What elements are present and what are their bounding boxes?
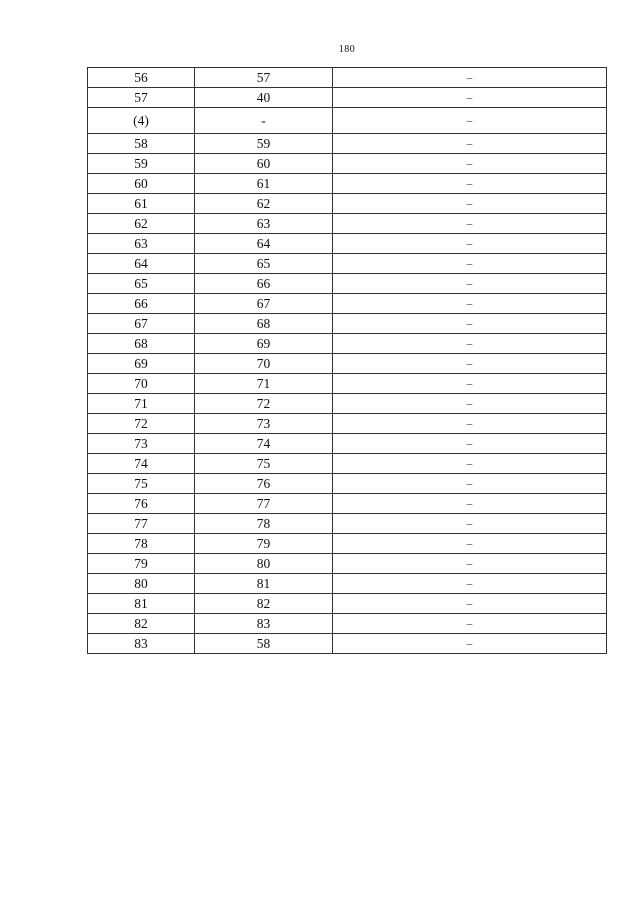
col-3-cell	[333, 374, 607, 394]
col-2-cell	[195, 214, 333, 234]
col-2-cell	[195, 154, 333, 174]
col-3-cell	[333, 454, 607, 474]
cell-text: –	[466, 358, 473, 370]
cell-text: –	[466, 115, 473, 127]
col-2-cell	[195, 414, 333, 434]
cell-text: 80	[134, 576, 148, 591]
col-3-cell	[333, 274, 607, 294]
table-row	[88, 154, 607, 174]
col-3-cell	[333, 394, 607, 414]
col-3-cell	[333, 134, 607, 154]
col-2-cell	[195, 88, 333, 108]
col-2-cell	[195, 634, 333, 654]
col-3-cell	[333, 514, 607, 534]
col-3-cell	[333, 594, 607, 614]
col-3-cell	[333, 434, 607, 454]
cell-text: 63	[134, 236, 148, 251]
page-number: 180	[338, 44, 356, 55]
table-row	[88, 634, 607, 654]
table-row	[88, 454, 607, 474]
cell-text: 68	[134, 336, 148, 351]
cell-text: 71	[134, 396, 148, 411]
cell-text: –	[466, 138, 473, 150]
cell-text: –	[466, 538, 473, 550]
cell-text: 64	[134, 256, 148, 271]
table-row	[88, 294, 607, 314]
col-2-cell	[195, 574, 333, 594]
col-2-cell	[195, 454, 333, 474]
table-row	[88, 214, 607, 234]
cell-text: 73	[256, 416, 271, 431]
cell-text: 63	[256, 216, 271, 231]
col-3-cell	[333, 574, 607, 594]
col-1-cell	[88, 454, 195, 474]
col-1-cell	[88, 174, 195, 194]
col-3-cell	[333, 174, 607, 194]
cell-text: (4)	[133, 112, 149, 128]
col-1-cell	[88, 514, 195, 534]
col-1-cell	[88, 434, 195, 454]
col-2-cell	[195, 354, 333, 374]
cell-text: 77	[256, 496, 271, 511]
table-row	[88, 414, 607, 434]
cell-text: –	[466, 318, 473, 330]
cell-text: 59	[256, 136, 271, 151]
col-1-cell	[88, 494, 195, 514]
col-1-cell	[88, 254, 195, 274]
cell-text: –	[466, 158, 473, 170]
col-3-cell	[333, 354, 607, 374]
cell-text: –	[466, 598, 473, 610]
col-2-cell	[195, 534, 333, 554]
col-1-cell	[88, 214, 195, 234]
col-1-cell	[88, 108, 195, 134]
table-row	[88, 614, 607, 634]
table-row	[88, 374, 607, 394]
cell-text: 57	[134, 90, 148, 105]
cell-text: 66	[134, 296, 148, 311]
cell-text: 69	[256, 336, 271, 351]
col-2-cell	[195, 234, 333, 254]
col-3-cell	[333, 108, 607, 134]
cell-text: 65	[134, 276, 148, 291]
cell-text: 64	[256, 236, 271, 251]
table-row	[88, 574, 607, 594]
col-1-cell	[88, 88, 195, 108]
col-1-cell	[88, 134, 195, 154]
col-2-cell	[195, 194, 333, 214]
col-1-cell	[88, 634, 195, 654]
cell-text: 74	[256, 436, 271, 451]
cell-text: –	[466, 298, 473, 310]
table-row	[88, 514, 607, 534]
cell-text: –	[466, 438, 473, 450]
col-1-cell	[88, 154, 195, 174]
cell-text: 60	[256, 156, 271, 171]
col-2-cell	[195, 254, 333, 274]
cell-text: 71	[256, 376, 271, 391]
col-3-cell	[333, 334, 607, 354]
cell-text: 70	[256, 356, 271, 371]
cell-text: 67	[134, 316, 148, 331]
cell-text: 72	[256, 396, 271, 411]
cell-text: –	[466, 72, 473, 84]
table-row	[88, 354, 607, 374]
table-row	[88, 594, 607, 614]
cell-text: –	[466, 178, 473, 190]
col-2-cell	[195, 514, 333, 534]
col-3-cell	[333, 214, 607, 234]
table-row	[88, 274, 607, 294]
col-2-cell	[195, 274, 333, 294]
col-1-cell	[88, 314, 195, 334]
table-row	[88, 494, 607, 514]
cell-text: 83	[134, 636, 148, 651]
table-row	[88, 314, 607, 334]
cell-text: 81	[256, 576, 271, 591]
col-3-cell	[333, 614, 607, 634]
col-2-cell	[195, 68, 333, 88]
col-2-cell	[195, 294, 333, 314]
cell-text: 77	[134, 516, 148, 531]
cell-text: –	[466, 338, 473, 350]
cell-text: 40	[256, 90, 271, 105]
col-2-cell	[195, 594, 333, 614]
table-row	[88, 434, 607, 454]
col-1-cell	[88, 554, 195, 574]
col-2-cell	[195, 174, 333, 194]
cell-text: 67	[256, 296, 271, 311]
cell-text: –	[466, 498, 473, 510]
cell-text: 69	[134, 356, 148, 371]
cell-text: –	[466, 578, 473, 590]
col-1-cell	[88, 614, 195, 634]
table-row	[88, 554, 607, 574]
col-2-cell	[195, 554, 333, 574]
cell-text: 61	[134, 196, 148, 211]
cell-text: 58	[134, 136, 148, 151]
col-1-cell	[88, 234, 195, 254]
cell-text: –	[466, 398, 473, 410]
col-1-cell	[88, 394, 195, 414]
col-3-cell	[333, 494, 607, 514]
cell-text: 72	[134, 416, 148, 431]
cell-text: 56	[134, 70, 148, 85]
col-3-cell	[333, 414, 607, 434]
table-row	[88, 394, 607, 414]
col-1-cell	[88, 414, 195, 434]
col-2-cell	[195, 494, 333, 514]
col-3-cell	[333, 194, 607, 214]
col-2-cell	[195, 474, 333, 494]
cell-text: –	[466, 518, 473, 530]
col-2-cell	[195, 434, 333, 454]
data-table	[87, 67, 607, 654]
table-row	[88, 68, 607, 88]
col-1-cell	[88, 68, 195, 88]
col-3-cell	[333, 88, 607, 108]
cell-text: –	[466, 218, 473, 230]
cell-text: 62	[134, 216, 148, 231]
cell-text: 75	[134, 476, 148, 491]
col-1-cell	[88, 594, 195, 614]
cell-text: 70	[134, 376, 148, 391]
col-3-cell	[333, 154, 607, 174]
cell-text: –	[466, 618, 473, 630]
cell-text: 62	[256, 196, 271, 211]
table-row	[88, 108, 607, 134]
col-1-cell	[88, 194, 195, 214]
col-3-cell	[333, 254, 607, 274]
cell-text: -	[261, 112, 266, 128]
cell-text: –	[466, 558, 473, 570]
col-3-cell	[333, 474, 607, 494]
cell-text: 68	[256, 316, 271, 331]
col-2-cell	[195, 334, 333, 354]
cell-text: –	[466, 278, 473, 290]
cell-text: –	[466, 238, 473, 250]
table-row	[88, 234, 607, 254]
col-1-cell	[88, 334, 195, 354]
col-2-cell	[195, 614, 333, 634]
col-2-cell	[195, 394, 333, 414]
cell-text: –	[466, 418, 473, 430]
col-1-cell	[88, 294, 195, 314]
cell-text: 83	[256, 616, 271, 631]
col-1-cell	[88, 474, 195, 494]
cell-text: 74	[134, 456, 148, 471]
cell-text: 81	[134, 596, 148, 611]
cell-text: –	[466, 378, 473, 390]
cell-text: –	[466, 478, 473, 490]
col-3-cell	[333, 294, 607, 314]
col-1-cell	[88, 534, 195, 554]
cell-text: 61	[256, 176, 271, 191]
cell-text: –	[466, 258, 473, 270]
cell-text: 76	[256, 476, 271, 491]
cell-text: 76	[134, 496, 148, 511]
cell-text: –	[466, 458, 473, 470]
cell-text: 75	[256, 456, 271, 471]
col-1-cell	[88, 374, 195, 394]
table-row	[88, 254, 607, 274]
table-row	[88, 88, 607, 108]
col-3-cell	[333, 634, 607, 654]
cell-text: 82	[134, 616, 148, 631]
col-3-cell	[333, 314, 607, 334]
table-row	[88, 474, 607, 494]
table-row	[88, 534, 607, 554]
col-2-cell	[195, 374, 333, 394]
cell-text: 65	[256, 256, 271, 271]
col-2-cell	[195, 314, 333, 334]
cell-text: –	[466, 198, 473, 210]
table-row	[88, 134, 607, 154]
table-row	[88, 334, 607, 354]
table-row	[88, 174, 607, 194]
cell-text: 57	[256, 70, 271, 85]
cell-text: 78	[134, 536, 148, 551]
col-1-cell	[88, 274, 195, 294]
col-3-cell	[333, 534, 607, 554]
cell-text: 73	[134, 436, 148, 451]
col-3-cell	[333, 68, 607, 88]
col-3-cell	[333, 234, 607, 254]
cell-text: 79	[256, 536, 271, 551]
cell-text: 66	[256, 276, 271, 291]
cell-text: 58	[256, 636, 271, 651]
col-2-cell	[195, 108, 333, 134]
cell-text: 79	[134, 556, 148, 571]
cell-text: 59	[134, 156, 148, 171]
cell-text: –	[466, 638, 473, 650]
col-2-cell	[195, 134, 333, 154]
table-body	[88, 68, 607, 654]
col-1-cell	[88, 574, 195, 594]
cell-text: –	[466, 92, 473, 104]
col-3-cell	[333, 554, 607, 574]
table-row	[88, 194, 607, 214]
cell-text: 82	[256, 596, 271, 611]
col-1-cell	[88, 354, 195, 374]
cell-text: 80	[256, 556, 271, 571]
cell-text: 60	[134, 176, 148, 191]
cell-text: 78	[256, 516, 271, 531]
